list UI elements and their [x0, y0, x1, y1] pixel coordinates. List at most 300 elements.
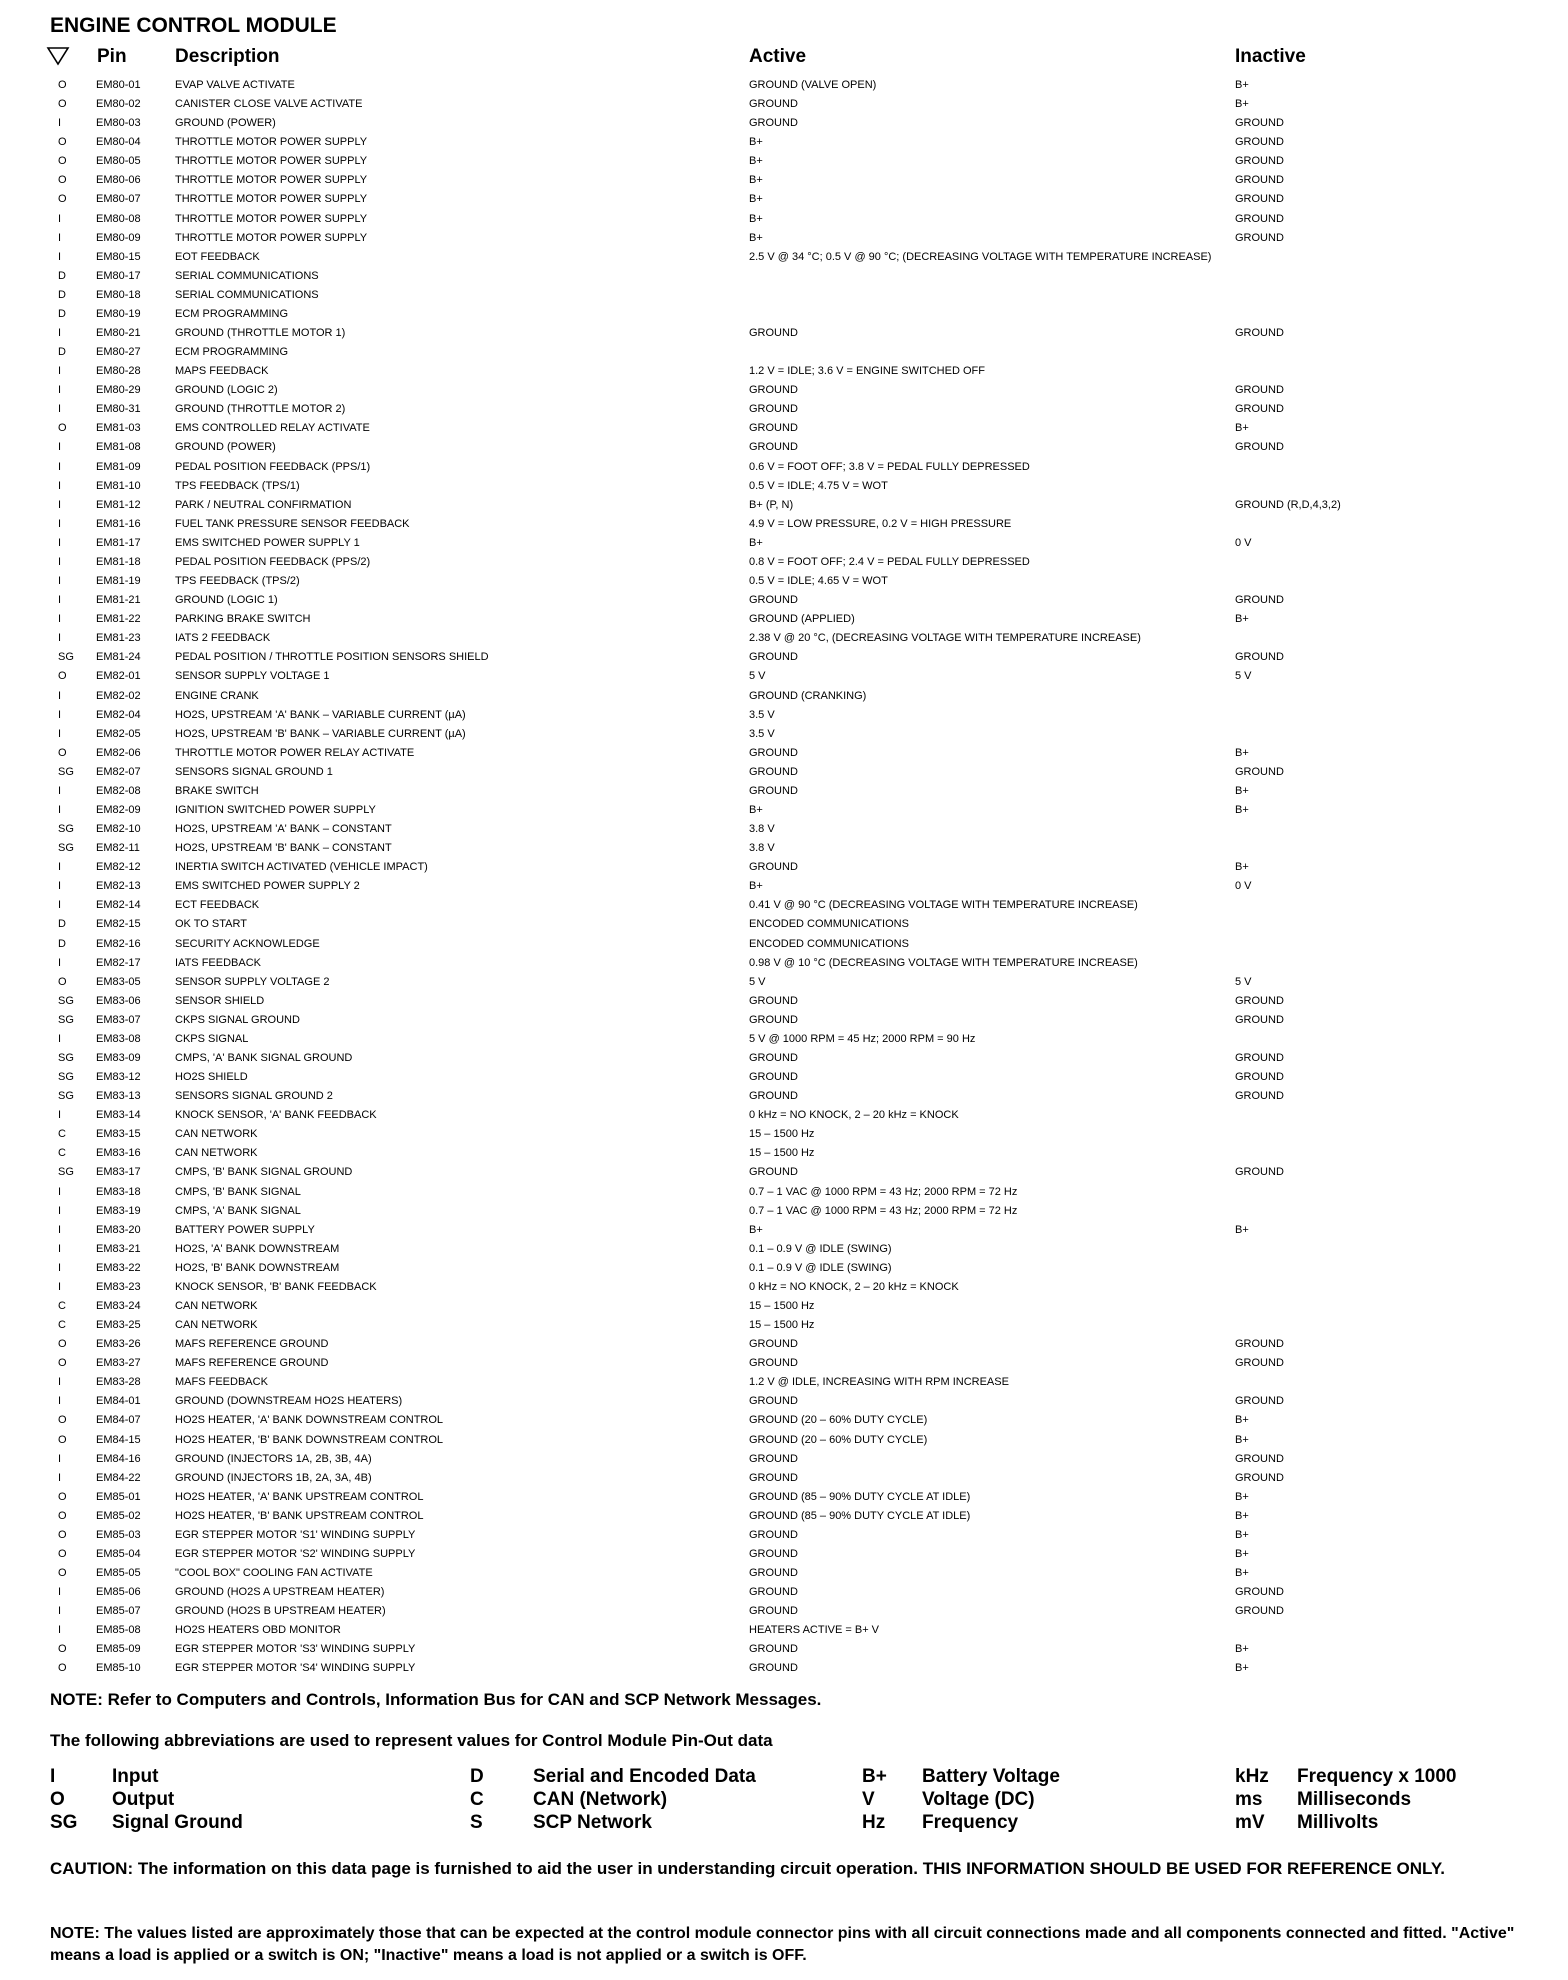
pin-id: EM84-01	[96, 1395, 141, 1408]
pin-direction: SG	[58, 1071, 74, 1084]
pin-id: EM84-07	[96, 1414, 141, 1427]
pin-direction: O	[58, 193, 67, 206]
pin-description: IATS 2 FEEDBACK	[175, 632, 271, 645]
active-value: 15 – 1500 Hz	[749, 1300, 815, 1312]
pin-id: EM83-21	[96, 1242, 141, 1255]
header-description: Description	[175, 46, 280, 67]
pin-id: EM82-15	[96, 918, 141, 931]
active-value: GROUND	[749, 1166, 798, 1179]
pin-description: EGR STEPPER MOTOR 'S4' WINDING SUPPLY	[175, 1662, 416, 1675]
active-value: GROUND	[749, 1605, 798, 1618]
pin-description: PEDAL POSITION FEEDBACK (PPS/2)	[175, 555, 371, 568]
pin-id: EM80-18	[96, 288, 141, 301]
pin-id: EM83-19	[96, 1204, 141, 1217]
pin-direction: D	[58, 937, 66, 950]
active-value: GROUND	[749, 746, 798, 759]
table-row	[0, 190, 1568, 209]
inactive-value: B+	[1235, 79, 1249, 91]
table-row	[0, 896, 1568, 915]
table-row	[0, 1621, 1568, 1640]
active-value: 15 – 1500 Hz	[749, 1319, 815, 1332]
active-value: 0.7 – 1 VAC @ 1000 RPM = 43 Hz; 2000 RPM = 72 Hz	[749, 1204, 1018, 1217]
pin-description: PEDAL POSITION / THROTTLE POSITION SENSORS SHIELD	[175, 651, 489, 664]
active-value: B+ (P, N)	[749, 498, 794, 511]
active-value: 15 – 1500 Hz	[749, 1147, 815, 1160]
table-row	[0, 1278, 1568, 1297]
pin-direction: O	[58, 746, 67, 759]
pin-direction: I	[58, 1261, 62, 1274]
pin-id: EM83-06	[96, 994, 141, 1007]
pin-direction: I	[58, 1376, 62, 1389]
inactive-value: B+	[1235, 1433, 1249, 1446]
pin-description: SENSOR SHIELD	[175, 994, 265, 1007]
pin-direction: D	[58, 346, 66, 359]
legend-code: ms	[1235, 1789, 1263, 1810]
pin-direction: O	[58, 98, 67, 111]
pin-id: EM82-13	[96, 880, 141, 893]
inactive-value: GROUND	[1235, 403, 1284, 416]
pin-id: EM81-23	[96, 632, 141, 645]
table-row	[0, 1659, 1568, 1678]
legend-code: D	[470, 1766, 484, 1787]
pin-description: IGNITION SWITCHED POWER SUPPLY	[175, 803, 376, 816]
inactive-value: B+	[1235, 1662, 1249, 1675]
pin-direction: SG	[58, 1013, 74, 1026]
pin-description: THROTTLE MOTOR POWER SUPPLY	[175, 155, 368, 168]
pin-description: HO2S HEATER, 'A' BANK DOWNSTREAM CONTROL	[175, 1414, 444, 1427]
pin-id: EM82-14	[96, 899, 141, 912]
pin-direction: O	[58, 1528, 67, 1541]
legend-text: Signal Ground	[112, 1812, 243, 1833]
pin-description: THROTTLE MOTOR POWER SUPPLY	[175, 212, 368, 225]
pin-id: EM83-22	[96, 1261, 141, 1274]
legend-text: Output	[112, 1789, 175, 1810]
table-row	[0, 1087, 1568, 1106]
inactive-value: GROUND	[1235, 1357, 1284, 1370]
header-pin: Pin	[97, 46, 127, 67]
table-row	[0, 706, 1568, 725]
legend-code: O	[50, 1789, 65, 1810]
pin-direction: I	[58, 1586, 62, 1599]
pin-direction: I	[58, 212, 62, 225]
legend-code: Hz	[862, 1812, 886, 1833]
legend-text: Battery Voltage	[922, 1766, 1060, 1787]
pin-direction: I	[58, 594, 62, 607]
pin-id: EM81-17	[96, 536, 141, 549]
table-row	[0, 572, 1568, 591]
pin-direction: I	[58, 1471, 62, 1484]
table-row	[0, 839, 1568, 858]
active-value: GROUND	[749, 98, 798, 111]
table-row	[0, 782, 1568, 801]
table-row	[0, 1183, 1568, 1202]
pin-description: OK TO START	[175, 918, 247, 931]
pin-id: EM84-22	[96, 1471, 141, 1484]
pin-id: EM83-18	[96, 1185, 141, 1198]
pin-description: ENGINE CRANK	[175, 689, 259, 702]
pin-id: EM82-17	[96, 956, 141, 969]
active-value: 0.41 V @ 90 °C (DECREASING VOLTAGE WITH TEMPERATURE INCREASE)	[749, 899, 1138, 912]
pin-description: HO2S, UPSTREAM 'A' BANK – CONSTANT	[175, 823, 392, 836]
pin-description: EGR STEPPER MOTOR 'S3' WINDING SUPPLY	[175, 1643, 416, 1656]
active-value: GROUND	[749, 1586, 798, 1599]
legend-text: Millivolts	[1297, 1812, 1379, 1833]
inactive-value: GROUND	[1235, 765, 1284, 778]
active-value: GROUND	[749, 1013, 798, 1026]
pin-direction: I	[58, 1280, 62, 1293]
active-value: GROUND (VALVE OPEN)	[749, 79, 877, 91]
pin-description: HO2S HEATER, 'B' BANK DOWNSTREAM CONTROL	[175, 1433, 444, 1446]
pin-description: EOT FEEDBACK	[175, 250, 260, 263]
pin-id: EM80-05	[96, 155, 141, 168]
inactive-value: GROUND	[1235, 1471, 1284, 1484]
pin-description: GROUND (POWER)	[175, 441, 276, 454]
pin-description: CMPS, 'B' BANK SIGNAL GROUND	[175, 1166, 353, 1179]
active-value: GROUND	[749, 594, 798, 607]
active-value: GROUND	[749, 384, 798, 397]
active-value: 4.9 V = LOW PRESSURE, 0.2 V = HIGH PRESSURE	[749, 517, 1012, 530]
pin-id: EM85-01	[96, 1490, 141, 1503]
pin-direction: I	[58, 231, 62, 244]
active-value: GROUND	[749, 1051, 798, 1064]
table-row	[0, 477, 1568, 496]
table-row	[0, 858, 1568, 877]
pin-direction: O	[58, 1490, 67, 1503]
pin-direction: D	[58, 307, 66, 320]
pin-description: SENSOR SUPPLY VOLTAGE 1	[175, 670, 330, 683]
pin-direction: I	[58, 784, 62, 797]
pin-description: HO2S, 'B' BANK DOWNSTREAM	[175, 1261, 340, 1274]
pin-id: EM83-16	[96, 1147, 141, 1160]
table-row	[0, 496, 1568, 515]
pin-description: GROUND (HO2S A UPSTREAM HEATER)	[175, 1586, 385, 1599]
table-row	[0, 1030, 1568, 1049]
active-value: GROUND (APPLIED)	[749, 613, 855, 626]
table-row	[0, 1431, 1568, 1450]
pin-description: EMS SWITCHED POWER SUPPLY 1	[175, 536, 360, 549]
pin-id: EM80-04	[96, 136, 141, 149]
pin-description: CAN NETWORK	[175, 1147, 258, 1160]
table-row	[0, 1144, 1568, 1163]
active-value: B+	[749, 193, 763, 206]
table-row	[0, 553, 1568, 572]
pin-direction: I	[58, 575, 62, 588]
active-value: 3.8 V	[749, 823, 775, 836]
pin-direction: I	[58, 498, 62, 511]
active-value: B+	[749, 174, 763, 187]
pin-description: TPS FEEDBACK (TPS/1)	[175, 479, 300, 492]
pin-id: EM80-28	[96, 365, 141, 378]
table-row	[0, 1259, 1568, 1278]
table-row	[0, 114, 1568, 133]
pin-direction: I	[58, 708, 62, 721]
active-value: B+	[749, 155, 763, 168]
table-row	[0, 210, 1568, 229]
pin-direction: I	[58, 250, 62, 263]
table-row	[0, 1564, 1568, 1583]
active-value: GROUND	[749, 861, 798, 874]
pin-id: EM80-19	[96, 307, 141, 320]
table-row	[0, 1469, 1568, 1488]
legend-text: Frequency	[922, 1812, 1019, 1833]
inactive-value: GROUND	[1235, 155, 1284, 168]
active-value: 3.8 V	[749, 842, 775, 855]
active-value: B+	[749, 880, 763, 893]
pin-description: CKPS SIGNAL	[175, 1032, 249, 1045]
table-row	[0, 744, 1568, 763]
active-value: 0.6 V = FOOT OFF; 3.8 V = PEDAL FULLY DEPRESSED	[749, 460, 1030, 473]
pin-description: GROUND (INJECTORS 1B, 2A, 3A, 4B)	[175, 1471, 372, 1484]
pin-id: EM83-23	[96, 1280, 141, 1293]
pin-description: GROUND (POWER)	[175, 117, 276, 130]
active-value: GROUND	[749, 327, 798, 340]
table-row	[0, 1011, 1568, 1030]
pin-direction: O	[58, 1357, 67, 1370]
table-row	[0, 1316, 1568, 1335]
table-row	[0, 1602, 1568, 1621]
pin-direction: I	[58, 880, 62, 893]
table-row	[0, 1507, 1568, 1526]
pin-description: MAFS REFERENCE GROUND	[175, 1338, 329, 1351]
pin-direction: O	[58, 1662, 67, 1675]
pin-description: HO2S, UPSTREAM 'A' BANK – VARIABLE CURRENT (µA)	[175, 708, 466, 721]
pin-id: EM80-03	[96, 117, 141, 130]
active-value: GROUND	[749, 403, 798, 416]
pin-id: EM84-15	[96, 1433, 141, 1446]
table-row	[0, 95, 1568, 114]
active-value: GROUND	[749, 1357, 798, 1370]
pin-id: EM81-12	[96, 498, 141, 511]
pin-direction: SG	[58, 651, 74, 664]
active-value: ENCODED COMMUNICATIONS	[749, 937, 909, 950]
pin-description: SENSORS SIGNAL GROUND 2	[175, 1090, 333, 1103]
pin-id: EM82-07	[96, 765, 141, 778]
active-value: ENCODED COMMUNICATIONS	[749, 918, 909, 931]
active-value: GROUND	[749, 994, 798, 1007]
legend-code: I	[50, 1766, 56, 1787]
pin-direction: O	[58, 1414, 67, 1427]
pin-direction: I	[58, 1032, 62, 1045]
pin-id: EM83-08	[96, 1032, 141, 1045]
inactive-value: GROUND	[1235, 1013, 1284, 1026]
inactive-value: GROUND	[1235, 1051, 1284, 1064]
pin-direction: C	[58, 1128, 66, 1141]
inactive-value: GROUND	[1235, 1071, 1284, 1084]
active-value: GROUND (20 – 60% DUTY CYCLE)	[749, 1414, 928, 1427]
pin-id: EM82-12	[96, 861, 141, 874]
pin-description: GROUND (INJECTORS 1A, 2B, 3B, 4A)	[175, 1452, 372, 1465]
table-row	[0, 324, 1568, 343]
pin-id: EM80-02	[96, 98, 141, 111]
pin-id: EM83-27	[96, 1357, 141, 1370]
active-value: 15 – 1500 Hz	[749, 1128, 815, 1141]
pin-id: EM81-22	[96, 613, 141, 626]
pin-id: EM80-15	[96, 250, 141, 263]
inactive-value: B+	[1235, 1643, 1249, 1656]
pin-id: EM82-09	[96, 803, 141, 816]
active-value: GROUND	[749, 784, 798, 797]
pin-description: CAN NETWORK	[175, 1128, 258, 1141]
table-row	[0, 171, 1568, 190]
table-row	[0, 877, 1568, 896]
pin-description: HO2S, UPSTREAM 'B' BANK – VARIABLE CURRENT (µA)	[175, 727, 466, 740]
pin-id: EM81-21	[96, 594, 141, 607]
pin-direction: O	[58, 1567, 67, 1580]
pin-id: EM81-24	[96, 651, 141, 664]
pin-direction: SG	[58, 842, 74, 855]
active-value: 3.5 V	[749, 708, 775, 721]
pin-id: EM83-17	[96, 1166, 141, 1179]
pin-description: CMPS, 'B' BANK SIGNAL	[175, 1185, 301, 1198]
pin-direction: I	[58, 861, 62, 874]
pin-direction: I	[58, 117, 62, 130]
pin-direction: O	[58, 155, 67, 168]
pin-id: EM80-06	[96, 174, 141, 187]
inactive-value: GROUND	[1235, 441, 1284, 454]
table-row	[0, 1392, 1568, 1411]
pin-description: MAPS FEEDBACK	[175, 365, 269, 378]
table-row	[0, 1297, 1568, 1316]
inactive-value: 0 V	[1235, 880, 1252, 893]
pin-description: GROUND (THROTTLE MOTOR 1)	[175, 327, 346, 340]
pin-id: EM85-02	[96, 1509, 141, 1522]
pin-id: EM80-17	[96, 269, 141, 282]
inactive-value: GROUND	[1235, 1452, 1284, 1465]
active-value: GROUND	[749, 1090, 798, 1103]
pin-direction: I	[58, 1185, 62, 1198]
header-active: Active	[749, 46, 807, 67]
pin-id: EM85-05	[96, 1567, 141, 1580]
pin-direction: O	[58, 1338, 67, 1351]
inactive-value: GROUND	[1235, 136, 1284, 149]
pin-id: EM83-14	[96, 1109, 141, 1122]
active-value: B+	[749, 212, 763, 225]
inactive-value: GROUND (R,D,4,3,2)	[1235, 498, 1341, 511]
pin-direction: D	[58, 918, 66, 931]
table-row	[0, 1068, 1568, 1087]
active-value: GROUND	[749, 422, 798, 435]
inactive-value: B+	[1235, 1528, 1249, 1541]
pin-direction: I	[58, 727, 62, 740]
pin-description: CMPS, 'A' BANK SIGNAL	[175, 1204, 301, 1217]
active-value: GROUND	[749, 1567, 798, 1580]
inactive-value: GROUND	[1235, 1586, 1284, 1599]
inactive-value: GROUND	[1235, 384, 1284, 397]
inactive-value: 0 V	[1235, 536, 1252, 549]
pin-direction: I	[58, 555, 62, 568]
pin-direction: I	[58, 632, 62, 645]
pin-direction: C	[58, 1147, 66, 1160]
pin-description: HO2S HEATER, 'A' BANK UPSTREAM CONTROL	[175, 1490, 424, 1503]
pin-direction: I	[58, 517, 62, 530]
active-value: GROUND	[749, 117, 798, 130]
inactive-value: GROUND	[1235, 1395, 1284, 1408]
pin-direction: C	[58, 1319, 66, 1332]
pin-description: SERIAL COMMUNICATIONS	[175, 269, 319, 282]
inactive-value: B+	[1235, 746, 1249, 759]
table-row	[0, 1640, 1568, 1659]
active-value: 0 kHz = NO KNOCK, 2 – 20 kHz = KNOCK	[749, 1280, 959, 1293]
pin-id: EM82-11	[96, 842, 140, 855]
pin-direction: C	[58, 1300, 66, 1312]
table-row	[0, 1488, 1568, 1507]
pin-id: EM82-04	[96, 708, 141, 721]
table-row	[0, 610, 1568, 629]
pin-id: EM84-16	[96, 1452, 141, 1465]
inactive-value: B+	[1235, 613, 1249, 626]
pin-direction: D	[58, 269, 66, 282]
legend-text: Input	[112, 1766, 159, 1787]
direction-triangle-icon	[46, 46, 70, 66]
pin-direction: SG	[58, 823, 74, 836]
inactive-value: B+	[1235, 422, 1249, 435]
table-row	[0, 1240, 1568, 1259]
active-value: GROUND	[749, 1471, 798, 1484]
pin-id: EM83-09	[96, 1051, 141, 1064]
pin-description: IATS FEEDBACK	[175, 956, 261, 969]
pin-description: GROUND (LOGIC 1)	[175, 594, 278, 607]
pin-id: EM85-07	[96, 1605, 141, 1618]
page-title: ENGINE CONTROL MODULE	[50, 14, 337, 37]
table-row	[0, 362, 1568, 381]
active-value: B+	[749, 231, 763, 244]
pin-id: EM82-06	[96, 746, 141, 759]
active-value: 0.1 – 0.9 V @ IDLE (SWING)	[749, 1242, 892, 1255]
pin-description: PEDAL POSITION FEEDBACK (PPS/1)	[175, 460, 371, 473]
inactive-value: GROUND	[1235, 174, 1284, 187]
pin-description: SERIAL COMMUNICATIONS	[175, 288, 319, 301]
legend-code: kHz	[1235, 1766, 1269, 1787]
pin-direction: I	[58, 1109, 62, 1122]
pin-direction: O	[58, 975, 67, 988]
inactive-value: B+	[1235, 784, 1249, 797]
active-value: 1.2 V @ IDLE, INCREASING WITH RPM INCREASE	[749, 1376, 1009, 1389]
active-value: 5 V	[749, 670, 766, 683]
pin-id: EM85-06	[96, 1586, 141, 1599]
pin-id: EM83-26	[96, 1338, 141, 1351]
inactive-value: B+	[1235, 1414, 1249, 1427]
pin-description: INERTIA SWITCH ACTIVATED (VEHICLE IMPACT)	[175, 861, 428, 874]
table-row	[0, 648, 1568, 667]
caution-text: CAUTION: The information on this data page is furnished to aid the user in understanding circuit operation. THIS INFORMATION SHOULD BE USED FOR REFERENCE ONLY.	[50, 1859, 1446, 1878]
inactive-value: GROUND	[1235, 117, 1284, 130]
pin-description: BATTERY POWER SUPPLY	[175, 1223, 315, 1236]
pin-direction: O	[58, 1643, 67, 1656]
pin-description: EGR STEPPER MOTOR 'S2' WINDING SUPPLY	[175, 1548, 416, 1561]
active-value: 5 V @ 1000 RPM = 45 Hz; 2000 RPM = 90 Hz	[749, 1032, 976, 1045]
pin-description: BRAKE SWITCH	[175, 784, 259, 797]
inactive-value: B+	[1235, 803, 1249, 816]
inactive-value: B+	[1235, 1490, 1249, 1503]
active-value: 1.2 V = IDLE; 3.6 V = ENGINE SWITCHED OFF	[749, 365, 985, 378]
table-row	[0, 419, 1568, 438]
table-row	[0, 1373, 1568, 1392]
active-value: 5 V	[749, 975, 766, 988]
pin-description: THROTTLE MOTOR POWER SUPPLY	[175, 231, 368, 244]
table-row	[0, 534, 1568, 553]
pin-direction: SG	[58, 765, 74, 778]
pin-description: SENSORS SIGNAL GROUND 1	[175, 765, 333, 778]
legend-code: mV	[1235, 1812, 1265, 1833]
abbreviations-title: The following abbreviations are used to represent values for Control Module Pin-Out data	[50, 1731, 773, 1750]
pin-description: CAN NETWORK	[175, 1300, 258, 1312]
pin-description: THROTTLE MOTOR POWER SUPPLY	[175, 193, 368, 206]
table-row	[0, 1411, 1568, 1430]
pin-direction: I	[58, 1624, 62, 1637]
inactive-value: GROUND	[1235, 651, 1284, 664]
pin-id: EM81-16	[96, 517, 141, 530]
pin-id: EM82-10	[96, 823, 141, 836]
